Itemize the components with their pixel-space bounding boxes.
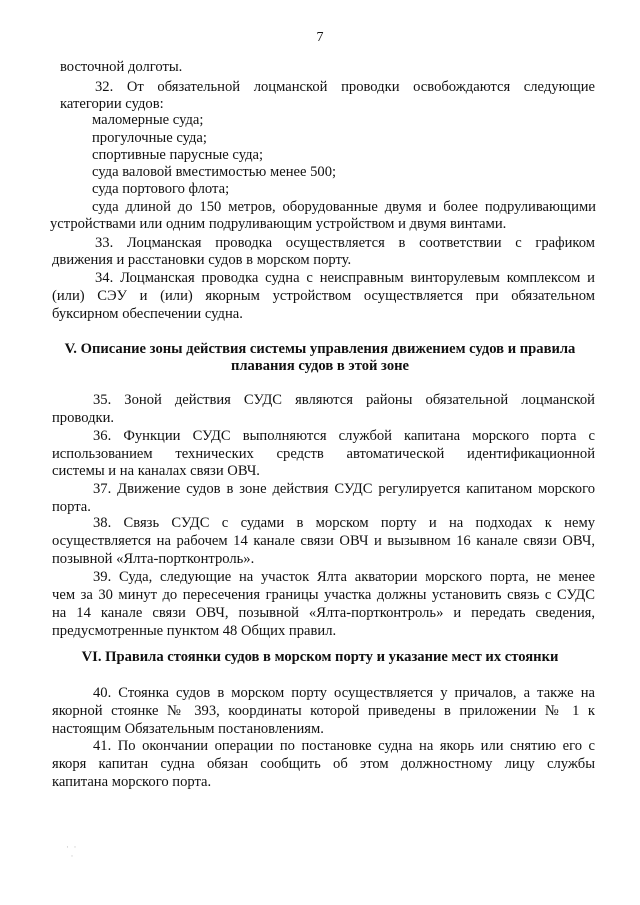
- section-heading: VI. Правила стоянки судов в морском порту и указание мест их стоянки: [81, 649, 559, 665]
- text-line: прогулочные суда;: [92, 130, 207, 146]
- page-number: 7: [316, 30, 324, 45]
- text-line: 35. Зоной действия СУДС являются районы обязательной лоцманской: [93, 392, 595, 408]
- text-line: 34. Лоцманская проводка судна с неисправным винторулевым комплексом и: [95, 270, 595, 286]
- text-line: осуществляется на рабочем 14 канале связи ОВЧ и вызывном 16 канале связи ОВЧ,: [52, 533, 595, 549]
- text-line: буксирном обеспечении судна.: [52, 306, 243, 322]
- text-line: капитана морского порта.: [52, 774, 212, 790]
- text-line: 39. Суда, следующие на участок Ялта акватории морского порта, не менее: [93, 569, 595, 585]
- text-line: 33. Лоцманская проводка осуществляется в соответствии с графиком: [95, 235, 595, 251]
- text-line: движения и расстановки судов в морском порту.: [52, 252, 352, 268]
- text-line: категории судов:: [60, 96, 164, 112]
- text-line: якоря капитан судна обязан сообщить об этом должностному лицу службы: [52, 756, 595, 772]
- text-line: 36. Функции СУДС выполняются службой капитана морского порта с: [93, 428, 595, 444]
- scan-artifact: · · ·: [66, 842, 77, 861]
- text-line: настоящим Обязательным постановлениям.: [52, 721, 324, 737]
- text-line: чем за 30 минут до пересечения границы участка должны установить связь с СУДС: [52, 587, 595, 603]
- text-line: 38. Связь СУДС с судами в морском порту и на подходах к нему: [93, 515, 595, 531]
- section-heading: плавания судов в этой зоне: [230, 358, 410, 374]
- text-line: суда портового флота;: [92, 181, 230, 197]
- text-line: предусмотренные пунктом 48 Общих правил.: [52, 623, 337, 639]
- text-line: позывной «Ялта-портконтроль».: [52, 551, 255, 567]
- text-line: маломерные суда;: [92, 112, 204, 128]
- text-line: проводки.: [52, 410, 115, 426]
- text-line: 40. Стоянка судов в морском порту осуществляется у причалов, а также на: [93, 685, 595, 701]
- text-line: 32. От обязательной лоцманской проводки освобождаются следующие: [95, 79, 595, 95]
- text-line: суда валовой вместимостью менее 500;: [92, 164, 337, 180]
- text-line: восточной долготы.: [60, 59, 183, 75]
- text-line: спортивные парусные суда;: [92, 147, 264, 163]
- section-heading: V. Описание зоны действия системы управления движением судов и правила: [64, 341, 576, 357]
- text-line: якорной стоянке № 393, координаты которой приведены в приложении № 1 к: [52, 703, 595, 719]
- text-line: суда длиной до 150 метров, оборудованные двумя и более подруливающими: [92, 199, 596, 215]
- text-line: 41. По окончании операции по постановке судна на якорь или снятию его с: [93, 738, 595, 754]
- text-line: устройствами или одним подруливающим устройством и двумя винтами.: [50, 216, 507, 232]
- text-line: 37. Движение судов в зоне действия СУДС регулируется капитаном морского: [93, 481, 595, 497]
- text-line: использованием технических средств автоматической идентификационной: [52, 446, 595, 462]
- text-line: системы и на каналах связи ОВЧ.: [52, 463, 260, 479]
- text-line: (или) СЭУ и (или) якорным устройством осуществляется при обязательном: [52, 288, 595, 304]
- text-line: на 14 канале связи ОВЧ, позывной «Ялта-портконтроль» и передать сведения,: [52, 605, 595, 621]
- text-line: порта.: [52, 499, 91, 515]
